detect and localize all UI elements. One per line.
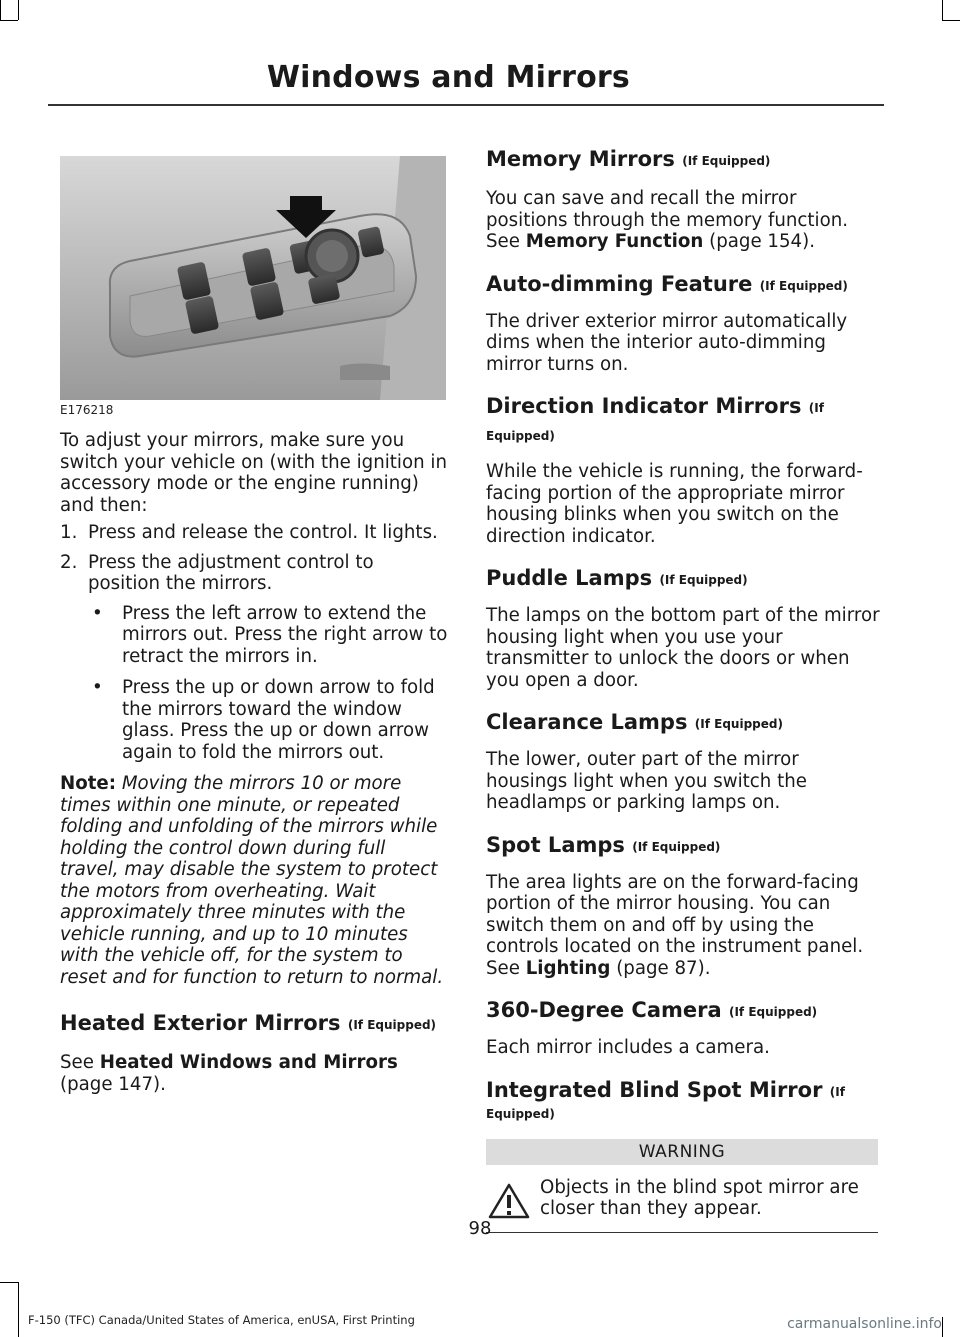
cross-reference-link[interactable]: Heated Windows and Mirrors	[99, 1052, 398, 1073]
if-equipped-tag: (If Equipped)	[659, 573, 748, 587]
note-label: Note:	[60, 773, 117, 794]
cross-reference-link[interactable]: Memory Function	[525, 231, 704, 252]
crop-mark	[18, 0, 19, 20]
heading-text: Clearance Lamps	[486, 710, 688, 734]
door-panel-illustration	[60, 156, 446, 400]
section-text: The lamps on the bottom part of the mirror housing light when you use your transmitter to unlock the doors or when you open a door.	[486, 605, 880, 691]
heading-text: Memory Mirrors	[486, 147, 675, 171]
section-heading	[486, 393, 880, 449]
list-item	[60, 603, 448, 668]
section-heading	[486, 271, 880, 299]
text-span: (page 154).	[703, 231, 816, 252]
left-column	[60, 156, 448, 1095]
title-rule	[48, 104, 884, 106]
section-spot-lamps	[486, 832, 880, 980]
section-clearance-lamps	[486, 709, 880, 814]
note-paragraph	[60, 773, 448, 988]
watermark: carmanualsonline.info	[787, 1316, 942, 1332]
footer-edition: F-150 (TFC) Canada/United States of America, enUSA, First Printing	[28, 1313, 415, 1327]
if-equipped-tag: (If Equipped)	[486, 401, 824, 443]
section-auto-dimming	[486, 271, 880, 376]
warning-body	[486, 1177, 878, 1220]
if-equipped-tag: (If Equipped)	[347, 1018, 437, 1032]
bullet-text: Press the left arrow to extend the mirrors out. Press the right arrow to retract the mirrors in.	[122, 602, 448, 667]
section-heading	[60, 1010, 448, 1038]
heading-text: Puddle Lamps	[486, 566, 653, 590]
section-heading	[486, 709, 880, 737]
section-heading	[486, 1077, 880, 1105]
list-item	[60, 552, 448, 595]
heading-text: 360-Degree Camera	[486, 998, 722, 1022]
section-heading	[486, 146, 880, 174]
bullet-text: Press the up or down arrow to fold the mirrors toward the window glass. Press the up or down arrow again to fold the mirrors out.	[122, 677, 435, 763]
heading-text: Direction Indicator Mirrors	[486, 394, 802, 418]
section-text: Each mirror includes a camera.	[486, 1037, 770, 1058]
page-number: 98	[468, 1218, 492, 1239]
section-text: The driver exterior mirror automatically dims when the interior auto-dimming mirror turns on.	[486, 310, 848, 375]
bullet-symbol: •	[92, 602, 103, 624]
heading-text: Auto-dimming Feature	[486, 271, 753, 296]
text-span: See	[60, 1052, 100, 1073]
note-text: Moving the mirrors 10 or more times within one minute, or repeated folding and unfolding of the mirrors while holding the control down during full travel, may disable the system to protect the motors from overheating. Wait approximately three minutes with the vehicle running, and up to 10 minutes with the vehicle off, for the system to reset and for function to return to normal.	[60, 773, 444, 988]
list-item	[60, 677, 448, 763]
warning-header: WARNING	[486, 1139, 878, 1165]
if-equipped-tag: (If Equipped)	[682, 154, 771, 168]
crop-mark	[942, 20, 960, 21]
if-equipped-tag: (If Equipped)	[632, 839, 721, 854]
crop-mark	[942, 0, 943, 20]
warning-triangle-icon	[488, 1183, 530, 1223]
if-equipped-tag: Equipped)	[486, 1106, 555, 1121]
if-equipped-tag: (If Equipped)	[694, 717, 783, 731]
section-text	[60, 1052, 448, 1095]
crop-mark	[18, 1282, 19, 1337]
step-number: 1.	[60, 522, 78, 543]
if-equipped-tag: (If Equipped)	[728, 1005, 818, 1019]
section-heading	[486, 997, 880, 1025]
section-puddle-lamps	[486, 565, 880, 691]
crop-mark	[0, 20, 18, 21]
heading-text: Heated Exterior Mirrors	[60, 1011, 341, 1035]
section-heated-mirrors	[60, 1010, 448, 1095]
text-span: You can save and recall the mirror positions through the memory function. See	[486, 188, 849, 252]
bullet-symbol: •	[92, 677, 103, 698]
if-equipped-tag: (If Equipped)	[759, 278, 848, 293]
step-number: 2.	[60, 551, 78, 573]
crop-mark	[942, 1317, 943, 1337]
heading-text: Integrated Blind Spot Mirror	[486, 1077, 823, 1102]
text-span: The area lights are on the forward-facing portion of the mirror housing. You can switch them on and off by using the controls located on the instrument panel. See	[486, 871, 864, 979]
section-heading	[486, 565, 880, 593]
section-memory-mirrors	[486, 146, 880, 253]
figure-code: E176218	[60, 403, 114, 417]
text-span: (page 87).	[610, 957, 711, 979]
section-text	[486, 188, 880, 253]
step-text: Press and release the control. It lights.	[88, 522, 438, 543]
steps-list	[60, 522, 448, 763]
right-column	[486, 146, 880, 1233]
cross-reference-link[interactable]: Lighting	[525, 957, 611, 979]
intro-paragraph: To adjust your mirrors, make sure you switch your vehicle on (with the ignition in accessory mode or the engine running) and then:	[60, 430, 447, 516]
crop-mark	[0, 1282, 18, 1283]
section-blind-spot-mirror	[486, 1077, 880, 1234]
section-heading	[486, 832, 880, 860]
mirror-control-figure	[60, 156, 446, 416]
list-item	[60, 522, 448, 544]
text-span: (page 147).	[60, 1073, 166, 1095]
warning-text: Objects in the blind spot mirror are closer than they appear.	[540, 1176, 859, 1219]
page-title: Windows and Mirrors	[266, 60, 630, 95]
heading-text: Spot Lamps	[486, 832, 625, 857]
section-360-camera	[486, 997, 880, 1059]
crop-mark	[0, 0, 1, 20]
section-text: While the vehicle is running, the forward-facing portion of the appropriate mirror housing blinks when you switch on the direction indicator.	[486, 461, 863, 547]
step-text: Press the adjustment control to position the mirrors.	[88, 551, 374, 594]
section-text: The lower, outer part of the mirror housings light when you switch the headlamps or parking lamps on.	[486, 749, 807, 813]
section-text	[486, 872, 880, 980]
section-direction-indicator	[486, 393, 880, 547]
if-equipped-tag: (If	[829, 1084, 845, 1099]
